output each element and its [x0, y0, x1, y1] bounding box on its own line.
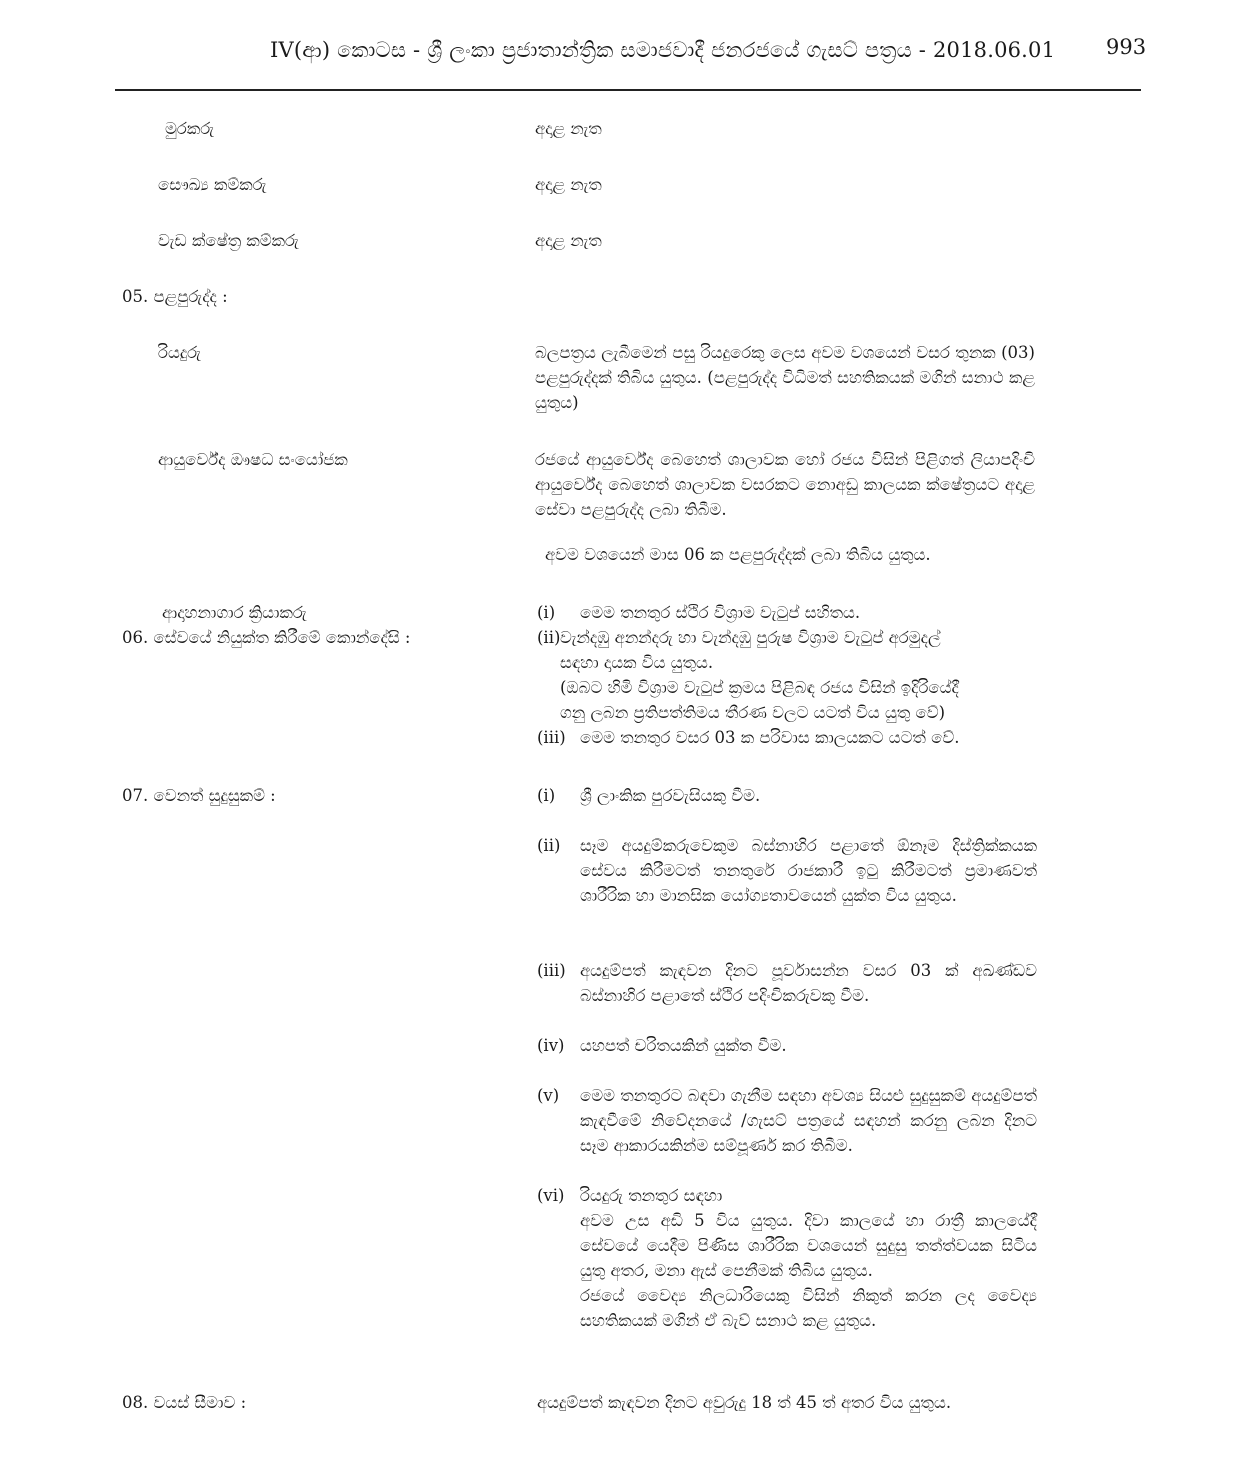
item-text: මෙම තනතුර වසර 03 ක පරිවාස කාලයකට යටත් වේ.	[580, 728, 960, 747]
section-06-item	[537, 725, 1037, 750]
item-text: මෙම තනතුරට බඳවා ගැනීම සඳහා අවශ්‍ය සියළු සුදුසුකම් අයදුම්පත් කැඳවීමේ නිවේදනයේ /ගැසට් පත්‍රයේ සඳහන් කරනු ලබන දිනට සෑම ආකාරයකින්ම සම්පූර්ණ කර තිබීම.	[580, 1086, 1037, 1155]
section-07-item	[537, 1083, 1037, 1158]
item-number: (iii)	[537, 728, 566, 747]
row-label-field-labourer: වැඩ ක්ෂේත්‍ර කම්කරු	[158, 231, 299, 250]
row-value-watcher: අදාළ නැත	[535, 119, 602, 138]
funeral-operator-label: ආදාහනාගාර ක්‍රියාකරු	[162, 603, 307, 622]
section-07-item	[537, 1033, 1037, 1058]
section-07-item	[537, 958, 1037, 1008]
row-label-watcher: මුරකරු	[165, 119, 215, 138]
section-07-item	[537, 1183, 1037, 1333]
item-number: (ii)	[537, 836, 561, 855]
item-number: (iii)	[537, 961, 566, 980]
item-text: සඳහා දායක විය යුතුය.	[560, 653, 714, 672]
item-text: අවම උස අඩි 5 විය යුතුය. දිවා කාලයේ හා රාත්‍රී කාලයේදී සේවයේ යෙදීම පිණිස ශාරීරික වශයෙන් සුදුසු තත්ත්වයක සිටිය යුතු අතර, මනා ඇස් පෙනීමක් තිබිය යුතුය.	[580, 1211, 1037, 1280]
row-value-field-labourer: අදාළ නැත	[535, 231, 602, 250]
item-text: සෑම අයදුම්කරුවෙකුම බස්නාහිර පළාතේ ඕනෑම දිස්ත්‍රික්කයක සේවය කිරීමටත් තනතුරේ රාජකාරී ඉටු කිරීමටත් ප්‍රමාණවත් ශාරීරික හා මානසික යෝග්‍යතාවයෙන් යුක්ත විය යුතුය.	[580, 836, 1037, 905]
section-07-item	[537, 783, 1037, 808]
driver-experience-text: බලපත්‍රය ලැබීමෙන් පසු රියදුරෙකු ලෙස අවම වශයෙන් වසර තුනක (03) පළපුරුද්දක් තිබිය යුතුය. (පළපුරුද්ද විධිමත් සහතිකයක් මගින් සනාථ කළ යුතුය)	[535, 343, 1035, 412]
item-number: (i)	[537, 786, 556, 805]
driver-label: රියදුරු	[158, 343, 201, 362]
item-number: (v)	[537, 1086, 560, 1105]
item-title: රියදුරු තනතුර සඳහා	[580, 1186, 723, 1205]
item-text: යහපත් චරිතයකින් යුක්ත වීම.	[580, 1036, 787, 1055]
item-text: ශ්‍රී ලාංකික පුරවැසියකු වීම.	[580, 786, 761, 805]
row-value-health-labourer: අදාළ නැත	[535, 175, 602, 194]
item-number: (iv)	[537, 1036, 565, 1055]
item-number: (ii)	[537, 628, 561, 647]
ayurveda-experience-note: අවම වශයෙන් මාස 06 ක පළපුරුද්දක් ලබා තිබිය යුතුය.	[545, 545, 931, 564]
item-text: (ඔබට හිමි විශ්‍රාම වැටුප් ක්‍රමය පිළිබඳ රජය විසින් ඉදිරියේදී	[560, 678, 959, 697]
section-06-item	[537, 600, 1037, 625]
item-text: අයදුම්පත් කැඳවන දිනට පූර්වාසන්න වසර 03 ක් අඛණ්ඩව බස්නාහිර පළාතේ ස්ථිර පදිංචිකරුවකු වීම.	[580, 961, 1037, 1005]
item-number: (i)	[537, 603, 556, 622]
item-text: රජයේ වෛද්‍ය නිලධාරියෙකු විසින් නිකුත් කරන ලද වෛද්‍ය සහතිකයක් මගින් ඒ බැව් සනාථ කළ යුතුය.	[580, 1286, 1037, 1330]
item-number: (vi)	[537, 1186, 565, 1205]
item-text: මෙම තනතුර ස්ථිර විශ්‍රාම වැටුප් සහිතය.	[580, 603, 861, 622]
section-05-heading: 05. පළපුරුද්ද :	[122, 287, 228, 306]
row-label-health-labourer: සෞඛ්‍ය කම්කරු	[158, 175, 267, 194]
section-08-heading: 08. වයස් සීමාව :	[122, 1393, 247, 1412]
page-number: 993	[1106, 35, 1147, 59]
item-text: වැන්දඹු අනන්දරු හා වැන්දඹු පුරුෂ විශ්‍රාම වැටුප් අරමුදල්	[560, 628, 941, 647]
age-limit-text: අයදුම්පත් කැඳවන දිනට අවුරුදු 18 ත් 45 ත් අතර විය යුතුය.	[537, 1393, 952, 1412]
section-06-item	[537, 625, 1037, 725]
section-06-heading: 06. සේවයේ නියුක්ත කිරීමේ කොන්දේසි :	[122, 628, 411, 647]
item-text: ගනු ලබන ප්‍රතිපත්තිමය තීරණ වලට යටත් විය යුතු වේ)	[560, 703, 946, 722]
section-07-item	[537, 833, 1037, 908]
header-divider	[115, 89, 1141, 91]
ayurveda-experience-text: රජයේ ආයුර්වේද බෙහෙත් ශාලාවක හෝ රජය විසින් පිළිගත් ලියාපදිංචි ආයුර්වේද බෙහෙත් ශාලාවක වසරකට නොඅඩු කාලයක ක්ෂේත්‍රයට අදාළ සේවා පළපුරුද්ද ලබා තිබීම.	[535, 450, 1035, 519]
gazette-header-title: IV(ආ) කොටස - ශ්‍රී ලංකා ප්‍රජාතාන්ත්‍රික සමාජවාදී ජනරජයේ ගැසට් පත්‍රය - 2018.06.01	[270, 38, 1056, 62]
ayurveda-label: ආයුර්වේද ඖෂධ සංයෝජක	[158, 450, 348, 469]
section-07-heading: 07. වෙනත් සුදුසුකම් :	[122, 786, 276, 805]
